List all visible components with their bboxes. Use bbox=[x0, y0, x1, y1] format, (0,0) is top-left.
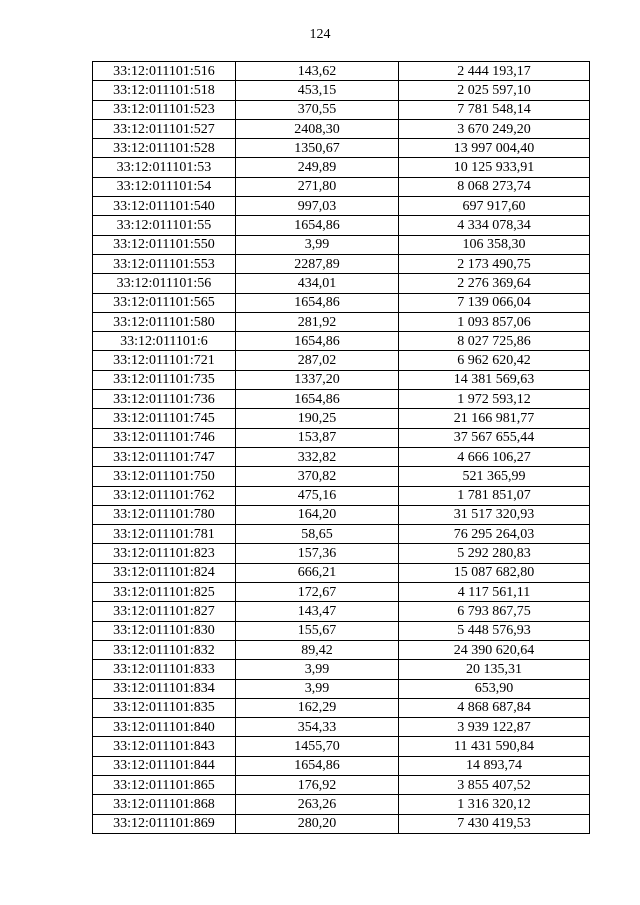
area-cell: 164,20 bbox=[236, 505, 399, 524]
table-row bbox=[93, 737, 590, 756]
cadastral-value-cell: 653,90 bbox=[399, 679, 590, 698]
cadastral-value-cell: 6 793 867,75 bbox=[399, 602, 590, 621]
cadastral-number-cell: 33:12:011101:528 bbox=[93, 139, 236, 158]
area-cell: 162,29 bbox=[236, 698, 399, 717]
area-cell: 453,15 bbox=[236, 81, 399, 100]
cadastral-value-cell: 24 390 620,64 bbox=[399, 640, 590, 659]
table-row bbox=[93, 525, 590, 544]
table-row bbox=[93, 660, 590, 679]
area-cell: 997,03 bbox=[236, 197, 399, 216]
table-row bbox=[93, 312, 590, 331]
area-cell: 370,55 bbox=[236, 100, 399, 119]
cadastral-value-cell: 3 670 249,20 bbox=[399, 119, 590, 138]
table-row bbox=[93, 544, 590, 563]
table-row bbox=[93, 486, 590, 505]
cadastral-value-cell: 106 358,30 bbox=[399, 235, 590, 254]
area-cell: 1337,20 bbox=[236, 370, 399, 389]
cadastral-number-cell: 33:12:011101:830 bbox=[93, 621, 236, 640]
table-row bbox=[93, 62, 590, 81]
cadastral-value-cell: 76 295 264,03 bbox=[399, 525, 590, 544]
area-cell: 2287,89 bbox=[236, 254, 399, 273]
area-cell: 153,87 bbox=[236, 428, 399, 447]
cadastral-number-cell: 33:12:011101:833 bbox=[93, 660, 236, 679]
cadastral-number-cell: 33:12:011101:844 bbox=[93, 756, 236, 775]
area-cell: 370,82 bbox=[236, 467, 399, 486]
cadastral-value-cell: 4 666 106,27 bbox=[399, 447, 590, 466]
cadastral-value-cell: 8 027 725,86 bbox=[399, 332, 590, 351]
area-cell: 1654,86 bbox=[236, 390, 399, 409]
cadastral-number-cell: 33:12:011101:53 bbox=[93, 158, 236, 177]
table-row bbox=[93, 216, 590, 235]
cadastral-number-cell: 33:12:011101:823 bbox=[93, 544, 236, 563]
area-cell: 281,92 bbox=[236, 312, 399, 331]
page-number: 124 bbox=[309, 27, 331, 42]
cadastral-number-cell: 33:12:011101:835 bbox=[93, 698, 236, 717]
cadastral-number-cell: 33:12:011101:834 bbox=[93, 679, 236, 698]
cadastral-value-cell: 697 917,60 bbox=[399, 197, 590, 216]
cadastral-value-cell: 7 430 419,53 bbox=[399, 814, 590, 833]
cadastral-number-cell: 33:12:011101:518 bbox=[93, 81, 236, 100]
table-row bbox=[93, 235, 590, 254]
cadastral-value-cell: 14 381 569,63 bbox=[399, 370, 590, 389]
area-cell: 2408,30 bbox=[236, 119, 399, 138]
cadastral-value-cell: 21 166 981,77 bbox=[399, 409, 590, 428]
area-cell: 263,26 bbox=[236, 795, 399, 814]
cadastral-value-cell: 37 567 655,44 bbox=[399, 428, 590, 447]
cadastral-value-cell: 31 517 320,93 bbox=[399, 505, 590, 524]
area-cell: 332,82 bbox=[236, 447, 399, 466]
area-cell: 1654,86 bbox=[236, 756, 399, 775]
table-row bbox=[93, 795, 590, 814]
cadastral-value-cell: 2 444 193,17 bbox=[399, 62, 590, 81]
cadastral-number-cell: 33:12:011101:865 bbox=[93, 775, 236, 794]
cadastral-number-cell: 33:12:011101:868 bbox=[93, 795, 236, 814]
cadastral-number-cell: 33:12:011101:540 bbox=[93, 197, 236, 216]
table-row bbox=[93, 718, 590, 737]
area-cell: 1654,86 bbox=[236, 293, 399, 312]
cadastral-value-cell: 3 855 407,52 bbox=[399, 775, 590, 794]
cadastral-value-cell: 1 316 320,12 bbox=[399, 795, 590, 814]
cadastral-number-cell: 33:12:011101:721 bbox=[93, 351, 236, 370]
table-row bbox=[93, 583, 590, 602]
area-cell: 176,92 bbox=[236, 775, 399, 794]
table-row bbox=[93, 254, 590, 273]
cadastral-number-cell: 33:12:011101:781 bbox=[93, 525, 236, 544]
cadastral-value-cell: 5 448 576,93 bbox=[399, 621, 590, 640]
cadastral-number-cell: 33:12:011101:527 bbox=[93, 119, 236, 138]
table-row bbox=[93, 640, 590, 659]
table-row bbox=[93, 119, 590, 138]
cadastral-number-cell: 33:12:011101:840 bbox=[93, 718, 236, 737]
cadastral-number-cell: 33:12:011101:565 bbox=[93, 293, 236, 312]
cadastral-number-cell: 33:12:011101:780 bbox=[93, 505, 236, 524]
area-cell: 58,65 bbox=[236, 525, 399, 544]
cadastral-number-cell: 33:12:011101:54 bbox=[93, 177, 236, 196]
area-cell: 3,99 bbox=[236, 660, 399, 679]
cadastral-number-cell: 33:12:011101:745 bbox=[93, 409, 236, 428]
cadastral-value-cell: 15 087 682,80 bbox=[399, 563, 590, 582]
cadastral-number-cell: 33:12:011101:746 bbox=[93, 428, 236, 447]
table-row bbox=[93, 428, 590, 447]
area-cell: 280,20 bbox=[236, 814, 399, 833]
cadastral-number-cell: 33:12:011101:832 bbox=[93, 640, 236, 659]
table-row bbox=[93, 756, 590, 775]
area-cell: 89,42 bbox=[236, 640, 399, 659]
cadastral-number-cell: 33:12:011101:735 bbox=[93, 370, 236, 389]
cadastral-number-cell: 33:12:011101:736 bbox=[93, 390, 236, 409]
cadastral-value-table bbox=[92, 61, 590, 834]
table-row bbox=[93, 100, 590, 119]
area-cell: 1350,67 bbox=[236, 139, 399, 158]
table-row bbox=[93, 467, 590, 486]
cadastral-number-cell: 33:12:011101:827 bbox=[93, 602, 236, 621]
table-row bbox=[93, 370, 590, 389]
cadastral-value-cell: 4 334 078,34 bbox=[399, 216, 590, 235]
table-row bbox=[93, 679, 590, 698]
table-row bbox=[93, 197, 590, 216]
area-cell: 287,02 bbox=[236, 351, 399, 370]
table-row bbox=[93, 293, 590, 312]
area-cell: 155,67 bbox=[236, 621, 399, 640]
area-cell: 143,62 bbox=[236, 62, 399, 81]
table-row bbox=[93, 698, 590, 717]
cadastral-number-cell: 33:12:011101:762 bbox=[93, 486, 236, 505]
cadastral-number-cell: 33:12:011101:747 bbox=[93, 447, 236, 466]
cadastral-value-cell: 1 972 593,12 bbox=[399, 390, 590, 409]
cadastral-number-cell: 33:12:011101:55 bbox=[93, 216, 236, 235]
cadastral-value-cell: 3 939 122,87 bbox=[399, 718, 590, 737]
table-row bbox=[93, 351, 590, 370]
cadastral-value-cell: 521 365,99 bbox=[399, 467, 590, 486]
table-row bbox=[93, 621, 590, 640]
cadastral-value-cell: 4 868 687,84 bbox=[399, 698, 590, 717]
area-cell: 190,25 bbox=[236, 409, 399, 428]
cadastral-number-cell: 33:12:011101:824 bbox=[93, 563, 236, 582]
cadastral-number-cell: 33:12:011101:523 bbox=[93, 100, 236, 119]
cadastral-value-cell: 2 025 597,10 bbox=[399, 81, 590, 100]
area-cell: 172,67 bbox=[236, 583, 399, 602]
cadastral-value-cell: 14 893,74 bbox=[399, 756, 590, 775]
table-row bbox=[93, 602, 590, 621]
table-row bbox=[93, 177, 590, 196]
cadastral-number-cell: 33:12:011101:56 bbox=[93, 274, 236, 293]
cadastral-value-cell: 5 292 280,83 bbox=[399, 544, 590, 563]
area-cell: 475,16 bbox=[236, 486, 399, 505]
area-cell: 434,01 bbox=[236, 274, 399, 293]
table-row bbox=[93, 81, 590, 100]
cadastral-value-cell: 7 139 066,04 bbox=[399, 293, 590, 312]
cadastral-value-cell: 7 781 548,14 bbox=[399, 100, 590, 119]
area-cell: 1654,86 bbox=[236, 216, 399, 235]
cadastral-value-cell: 11 431 590,84 bbox=[399, 737, 590, 756]
cadastral-number-cell: 33:12:011101:6 bbox=[93, 332, 236, 351]
cadastral-number-cell: 33:12:011101:843 bbox=[93, 737, 236, 756]
area-cell: 1654,86 bbox=[236, 332, 399, 351]
area-cell: 249,89 bbox=[236, 158, 399, 177]
cadastral-number-cell: 33:12:011101:550 bbox=[93, 235, 236, 254]
cadastral-value-cell: 8 068 273,74 bbox=[399, 177, 590, 196]
cadastral-number-cell: 33:12:011101:553 bbox=[93, 254, 236, 273]
table-row bbox=[93, 409, 590, 428]
cadastral-value-cell: 10 125 933,91 bbox=[399, 158, 590, 177]
cadastral-number-cell: 33:12:011101:580 bbox=[93, 312, 236, 331]
area-cell: 354,33 bbox=[236, 718, 399, 737]
cadastral-value-cell: 2 276 369,64 bbox=[399, 274, 590, 293]
cadastral-number-cell: 33:12:011101:516 bbox=[93, 62, 236, 81]
cadastral-number-cell: 33:12:011101:825 bbox=[93, 583, 236, 602]
table-row bbox=[93, 447, 590, 466]
cadastral-value-cell: 1 093 857,06 bbox=[399, 312, 590, 331]
area-cell: 157,36 bbox=[236, 544, 399, 563]
area-cell: 3,99 bbox=[236, 235, 399, 254]
cadastral-number-cell: 33:12:011101:750 bbox=[93, 467, 236, 486]
area-cell: 3,99 bbox=[236, 679, 399, 698]
table-row bbox=[93, 158, 590, 177]
cadastral-value-cell: 20 135,31 bbox=[399, 660, 590, 679]
table-row bbox=[93, 505, 590, 524]
table-row bbox=[93, 563, 590, 582]
cadastral-value-cell: 13 997 004,40 bbox=[399, 139, 590, 158]
table-row bbox=[93, 139, 590, 158]
table-row bbox=[93, 775, 590, 794]
area-cell: 1455,70 bbox=[236, 737, 399, 756]
cadastral-value-cell: 1 781 851,07 bbox=[399, 486, 590, 505]
table-row bbox=[93, 332, 590, 351]
table-row bbox=[93, 390, 590, 409]
cadastral-value-cell: 2 173 490,75 bbox=[399, 254, 590, 273]
table-row bbox=[93, 274, 590, 293]
table-body bbox=[93, 62, 590, 834]
area-cell: 666,21 bbox=[236, 563, 399, 582]
area-cell: 271,80 bbox=[236, 177, 399, 196]
table-row bbox=[93, 814, 590, 833]
area-cell: 143,47 bbox=[236, 602, 399, 621]
cadastral-number-cell: 33:12:011101:869 bbox=[93, 814, 236, 833]
cadastral-value-cell: 4 117 561,11 bbox=[399, 583, 590, 602]
cadastral-value-cell: 6 962 620,42 bbox=[399, 351, 590, 370]
